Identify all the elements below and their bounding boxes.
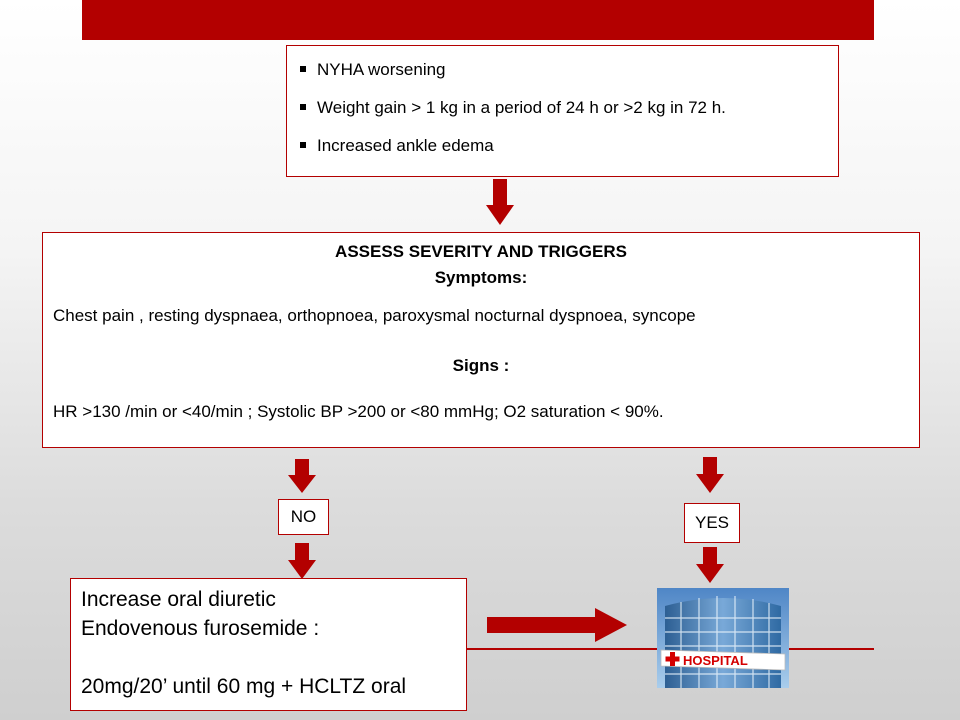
treatment-line: Increase oral diuretic [81,588,276,611]
assess-severity-box [42,232,920,448]
treatment-box [70,578,467,711]
criteria-item: Weight gain > 1 kg in a period of 24 h or >2 kg in 72 h. [299,98,826,118]
hospital-sign-text: HOSPITAL [683,653,748,668]
symptoms-text: Chest pain , resting dyspnaea, orthopnoea, paroxysmal nocturnal dyspnoea, syncope [53,306,696,325]
criteria-item: NYHA worsening [299,60,826,80]
criteria-item: Increased ankle edema [299,136,826,156]
worsening-criteria-box [286,45,839,177]
right-arrow-icon [487,608,627,642]
treatment-dose-line: 20mg/20’ until 60 mg + HCLTZ oral [81,675,407,698]
down-arrow-icon [696,547,724,583]
assess-title: ASSESS SEVERITY AND TRIGGERS [335,242,627,261]
criteria-list [299,60,826,156]
no-branch-label: NO [278,499,329,535]
down-arrow-icon [486,179,514,225]
hospital-building-icon [657,588,789,688]
yes-branch-label: YES [684,503,740,543]
signs-text: HR >130 /min or <40/min ; Systolic BP >200 or <80 mmHg; O2 saturation < 90%. [53,402,664,421]
down-arrow-icon [696,457,724,493]
down-arrow-icon [288,543,316,579]
down-arrow-icon [288,459,316,493]
treatment-line: Endovenous furosemide : [81,617,320,640]
signs-heading: Signs : [452,356,510,375]
title-bar [82,0,874,40]
symptoms-heading: Symptoms: [434,268,528,287]
